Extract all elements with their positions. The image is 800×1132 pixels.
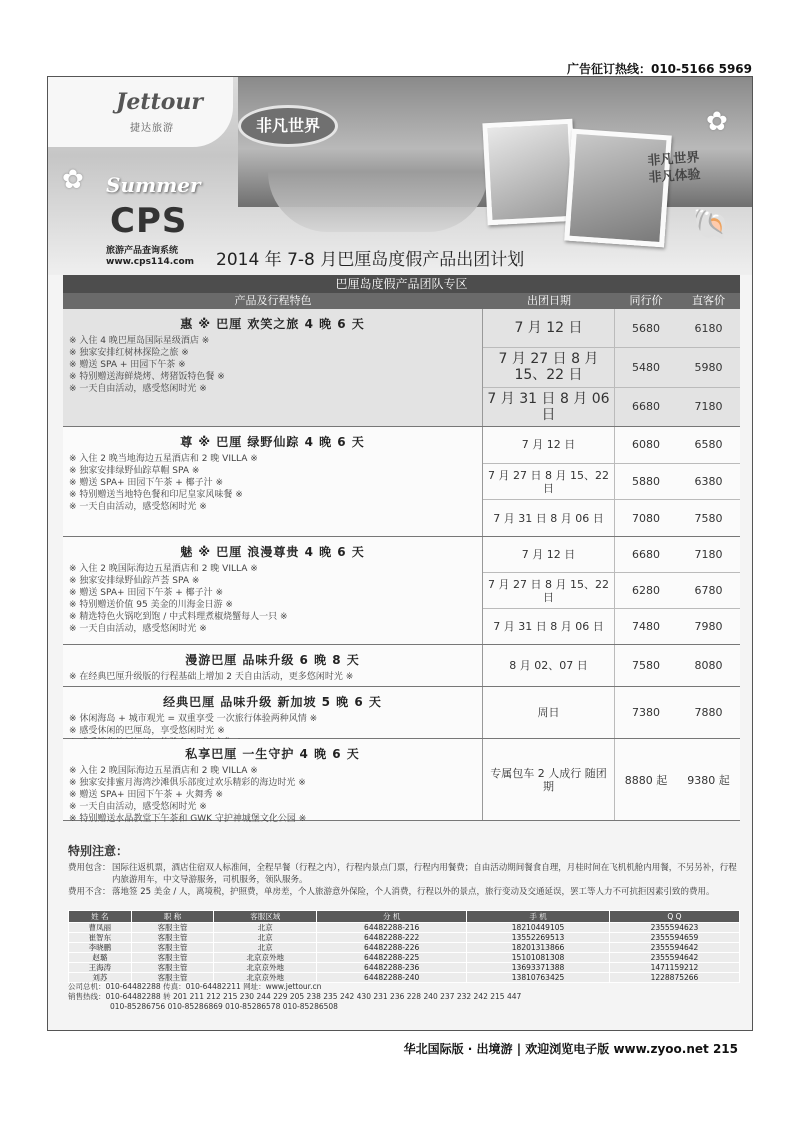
staff-cell: 1471159212: [609, 963, 739, 973]
couple-photo: [482, 119, 577, 226]
staff-cell: 北京京外地: [214, 963, 317, 973]
contact-info: [68, 982, 748, 1012]
staff-cell: 客服主管: [131, 963, 214, 973]
slogan-line-2: 非凡体验: [648, 167, 702, 186]
feature-item: ※ 入住 2 晚当地海边五星酒店和 2 晚 VILLA ※: [69, 454, 258, 464]
departures: [483, 427, 740, 536]
header-direct-price: 直客价: [692, 294, 725, 307]
staff-cell: 北京: [214, 923, 317, 933]
staff-cell: 2355594659: [609, 933, 739, 943]
staff-header-cell: 手 机: [467, 911, 610, 923]
banner: [48, 77, 752, 275]
staff-cell: 王海涛: [69, 963, 132, 973]
cps-logo: CPS: [110, 201, 188, 241]
direct-price: 8080: [694, 659, 723, 672]
feature-item: ※ 一天自由活动，感受悠闲时光 ※: [69, 384, 207, 394]
staff-row: [69, 963, 740, 973]
special-notes: [68, 842, 738, 898]
peer-price: 6680: [632, 548, 660, 561]
staff-cell: 北京: [214, 943, 317, 953]
departure-date: 7 月 31 日 8 月 06 日: [483, 388, 615, 426]
staff-header-cell: 分 机: [317, 911, 467, 923]
product-features: [69, 671, 476, 683]
peer-price: 8880 起: [624, 773, 668, 787]
staff-cell: 赵璐: [69, 953, 132, 963]
notes-value: 国际往返机票，酒店住宿双人标准间，全程早餐（行程之内），行程内景点门票，行程内用餐费；自由活动期间餐食自理，月桂时间在飞机机舱内用餐，不另另补，行程内旅游用车，中文导游服务，司机服务，领队服务。: [112, 863, 737, 885]
departure-row: [483, 427, 740, 464]
feature-item: ※ 特别赠送价值 95 美金的川海金日游 ※: [69, 600, 233, 610]
departures: [483, 645, 740, 686]
brand-logo-box: [48, 77, 233, 147]
brand-logo-sub: 捷达旅游: [130, 123, 174, 134]
staff-row: [69, 933, 740, 943]
staff-cell: 64482288-226: [317, 943, 467, 953]
page-title: 2014 年 7-8 月巴厘岛度假产品出团计划: [216, 250, 525, 270]
staff-row: [69, 973, 740, 983]
staff-cell: 64482288-222: [317, 933, 467, 943]
staff-header-cell: 职 称: [131, 911, 214, 923]
product-title: 经典巴厘 品味升级 新加坡 5 晚 6 天: [163, 695, 382, 709]
notes-value: 落地签 25 美金 / 人，离境税，护照费，单房差，个人旅游意外保险，个人消费，行程以外的景点，旅行变动及交通延误，罢工等人力不可抗拒因素引致的费用。: [112, 887, 715, 897]
staff-cell: 18201313866: [467, 943, 610, 953]
direct-price: 9380 起: [687, 773, 730, 787]
feature-item: ※ 独家安排绿野仙踪芦荟 SPA ※: [69, 576, 200, 586]
departure-row: [483, 388, 740, 426]
staff-cell: 客服主管: [131, 943, 214, 953]
feature-item: ※ 独家安排绿野仙踪草帽 SPA ※: [69, 466, 200, 476]
page-footer: 华北国际版 · 出境游 | 欢迎浏览电子版 www.zyoo.net 215: [403, 1042, 738, 1056]
product-row: [63, 645, 740, 687]
feature-item: ※ 一天自由活动，感受悠闲时光 ※: [69, 624, 207, 634]
departures: [483, 739, 740, 820]
feature-item: ※ 入住 2 晚国际海边五星酒店和 2 晚 VILLA ※: [69, 766, 258, 776]
peer-price: 5480: [632, 360, 660, 374]
feature-item: ※ 赠送 SPA+ 田园下午茶 + 椰子汁 ※: [69, 478, 224, 488]
staff-cell: 客服主管: [131, 973, 214, 983]
peer-price: 6280: [632, 584, 660, 597]
ad-hotline: 广告征订热线：010-5166 5969: [566, 62, 752, 76]
staff-cell: 18210449105: [467, 923, 610, 933]
staff-cell: 刘苏: [69, 973, 132, 983]
feature-item: ※ 特别赠送当地特色餐和印尼皇家风味餐 ※: [69, 490, 243, 500]
staff-cell: 13810763425: [467, 973, 610, 983]
staff-row: [69, 943, 740, 953]
staff-body: [69, 923, 740, 983]
departure-date: 7 月 27 日 8 月 15、22 日: [483, 464, 615, 500]
direct-price: 7580: [694, 511, 723, 525]
departures: [483, 537, 740, 644]
feature-item: ※ 特别赠送海鲜烧烤、烤猪饭特色餐 ※: [69, 372, 225, 382]
peer-price: 5880: [632, 475, 660, 488]
flower-icon: ✿: [62, 165, 84, 195]
departure-row: [483, 309, 740, 348]
staff-cell: 2355594642: [609, 953, 739, 963]
shell-icon: 🐚: [692, 207, 730, 242]
product-info: [63, 687, 483, 738]
product-row: [63, 427, 740, 537]
feature-item: ※ 一天自由活动，感受悠闲时光 ※: [69, 502, 207, 512]
product-info: [63, 309, 483, 426]
advert-frame: [47, 76, 753, 1031]
feature-item: ※ 赠送 SPA+ 田园下午茶 + 椰子汁 ※: [69, 588, 224, 598]
departures: [483, 687, 740, 738]
staff-cell: 北京: [214, 933, 317, 943]
notes-row: [68, 886, 738, 898]
notes-heading: 特别注意：: [68, 844, 129, 858]
product-table: [63, 275, 740, 824]
slogan-line-1: 非凡世界: [646, 150, 700, 169]
direct-price: 6180: [694, 321, 723, 335]
notes-key: 费用包含：: [68, 863, 111, 873]
feature-item: ※ 一天自由活动，感受悠闲时光 ※: [69, 802, 207, 812]
header-date: 出团日期: [527, 294, 571, 307]
departure-row: [483, 687, 740, 738]
departure-date: 周日: [483, 687, 615, 738]
staff-cell: 李晓鹏: [69, 943, 132, 953]
peer-price: 6080: [632, 438, 660, 452]
staff-cell: 13693371388: [467, 963, 610, 973]
departure-date: 7 月 12 日: [483, 427, 615, 463]
table-header: [63, 293, 740, 309]
staff-cell: 13552269513: [467, 933, 610, 943]
product-features: [69, 563, 476, 635]
departure-date: 7 月 12 日: [483, 309, 615, 347]
departure-row: [483, 739, 740, 820]
feature-item: ※ 独家安排红树林探险之旅 ※: [69, 348, 189, 358]
departure-row: [483, 609, 740, 644]
product-info: [63, 427, 483, 536]
contact-line: 010-85286756 010-85286869 010-85286578 010-85286508: [110, 1002, 338, 1011]
product-title: 漫游巴厘 品味升级 6 晚 8 天: [185, 653, 360, 667]
brand-logo: Jettour: [116, 89, 203, 115]
feature-item: ※ 入住 2 晚国际海边五星酒店和 2 晚 VILLA ※: [69, 564, 258, 574]
staff-cell: 客服主管: [131, 953, 214, 963]
departure-row: [483, 537, 740, 573]
product-title: 私享巴厘 一生守护 4 晚 6 天: [185, 747, 360, 761]
product-title: 魅 ※ 巴厘 浪漫尊贵 4 晚 6 天: [180, 545, 365, 559]
direct-price: 7980: [694, 620, 723, 633]
staff-cell: 客服主管: [131, 923, 214, 933]
product-row: [63, 309, 740, 427]
notes-key: 费用不含：: [68, 887, 111, 897]
staff-cell: 1228875266: [609, 973, 739, 983]
product-row: [63, 537, 740, 645]
staff-cell: 2355594623: [609, 923, 739, 933]
staff-cell: 64482288-216: [317, 923, 467, 933]
staff-cell: 64482288-240: [317, 973, 467, 983]
peer-price: 5680: [632, 321, 660, 335]
contact-line: 销售热线：010-64482288 转 201 211 212 215 230 244 229 205 238 235 242 430 231 236 228 240 237 232 242 215 447: [68, 992, 522, 1001]
staff-header-row: [69, 911, 740, 923]
staff-table: [68, 910, 740, 983]
product-info: [63, 739, 483, 824]
peer-price: 6680: [632, 400, 660, 414]
product-info: [63, 537, 483, 644]
feature-item: ※ 感受休闲的巴厘岛，享受悠闲时光 ※: [69, 726, 225, 736]
product-title: 尊 ※ 巴厘 绿野仙踪 4 晚 6 天: [180, 435, 365, 449]
product-list: [63, 309, 740, 824]
staff-header-cell: 客服区域: [214, 911, 317, 923]
direct-price: 7180: [694, 400, 723, 414]
staff-row: [69, 923, 740, 933]
banner-pool-photo: [268, 172, 488, 232]
departure-row: [483, 464, 740, 501]
departure-date: 7 月 27 日 8 月 15、22 日: [483, 573, 615, 608]
direct-price: 5980: [694, 360, 723, 374]
staff-cell: 64482288-225: [317, 953, 467, 963]
staff-cell: 崔智东: [69, 933, 132, 943]
staff-cell: 15101081308: [467, 953, 610, 963]
staff-cell: 64482288-236: [317, 963, 467, 973]
contact-line: 公司总机：010-64482288 传真：010-64482211 网址：www.jettour.cn: [68, 982, 322, 991]
product-features: [69, 335, 476, 395]
peer-price: 7380: [632, 706, 660, 719]
product-title: 惠 ※ 巴厘 欢笑之旅 4 晚 6 天: [180, 317, 365, 331]
world-badge: 非凡世界: [238, 105, 338, 147]
summer-label: Summer: [106, 173, 201, 197]
staff-cell: 北京京外地: [214, 973, 317, 983]
departure-date: 7 月 12 日: [483, 537, 615, 572]
departure-row: [483, 348, 740, 387]
header-peer-price: 同行价: [629, 294, 663, 307]
slogan: [647, 149, 701, 187]
product-features: [69, 453, 476, 513]
staff-cell: 2355594642: [609, 943, 739, 953]
staff-cell: 客服主管: [131, 933, 214, 943]
staff-header-cell: Q Q: [609, 911, 739, 923]
feature-item: ※ 赠送 SPA+ 田园下午茶 + 火舞秀 ※: [69, 790, 224, 800]
feature-item: ※ 独家安排蜜月海湾沙滩俱乐部度过欢乐精彩的海边时光 ※: [69, 778, 306, 788]
feature-item: ※ 精选特色火锅吃到饱 / 中式料理煮椒烧蟹每人一只 ※: [69, 612, 288, 622]
feature-item: ※ 入住 4 晚巴厘岛国际星级酒店 ※: [69, 336, 210, 346]
direct-price: 6780: [694, 584, 723, 597]
staff-header-cell: 姓 名: [69, 911, 132, 923]
departure-row: [483, 500, 740, 536]
feature-item: ※ 特别赠送水晶教堂下午茶和 GWK 守护神城堡文化公园 ※: [69, 814, 307, 824]
woman-photo: [564, 129, 672, 248]
cps-subtitle: 旅游产品查询系统: [106, 246, 179, 256]
feature-item: ※ 在经典巴厘升级版的行程基础上增加 2 天自由活动，更多悠闲时光 ※: [69, 672, 354, 682]
departure-date: 7 月 31 日 8 月 06 日: [483, 500, 615, 536]
direct-price: 7180: [694, 548, 723, 561]
departures: [483, 309, 740, 426]
header-product: 产品及行程特色: [234, 294, 312, 307]
cps-url: www.cps114.com: [106, 257, 195, 267]
departure-row: [483, 573, 740, 609]
feature-item: ※ 赠送 SPA + 田园下午茶 ※: [69, 360, 186, 370]
departure-date: 专属包车 2 人成行 随团期: [483, 739, 615, 820]
departure-date: 7 月 31 日 8 月 06 日: [483, 609, 615, 644]
product-features: [69, 765, 476, 825]
notes-row: [68, 862, 738, 886]
product-info: [63, 645, 483, 686]
feature-item: ※ 休闲海岛 + 城市观光 = 双重享受 一次旅行体验两种风情 ※: [69, 714, 318, 724]
direct-price: 6580: [694, 438, 723, 452]
zone-title: 巴厘岛度假产品团队专区: [63, 275, 740, 293]
staff-row: [69, 953, 740, 963]
departure-date: 8 月 02、07 日: [483, 645, 615, 686]
peer-price: 7480: [632, 620, 660, 633]
departure-date: 7 月 27 日 8 月 15、22 日: [483, 348, 615, 386]
product-row: [63, 687, 740, 739]
departure-row: [483, 645, 740, 686]
direct-price: 6380: [694, 475, 723, 488]
direct-price: 7880: [694, 706, 723, 719]
peer-price: 7080: [632, 511, 660, 525]
product-row: [63, 739, 740, 824]
staff-cell: 北京京外地: [214, 953, 317, 963]
staff-cell: 曹凤丽: [69, 923, 132, 933]
peer-price: 7580: [632, 659, 660, 672]
flower-icon: ✿: [706, 107, 728, 137]
